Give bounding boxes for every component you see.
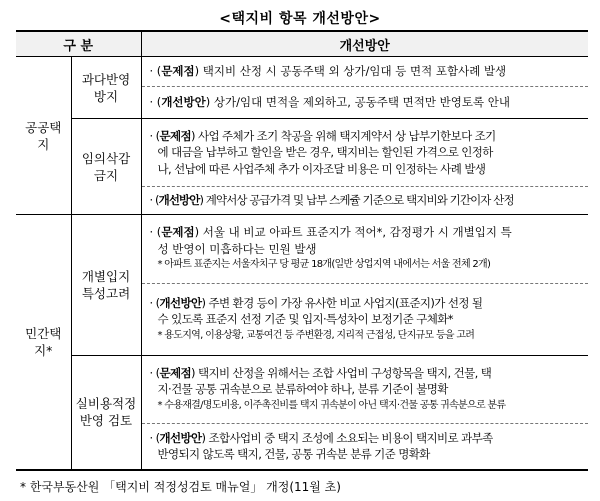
subcategory-actual-cost-review <box>71 356 141 470</box>
bullet: · ( <box>149 430 160 445</box>
problem-text: ) 서울 내 비교 아파트 표준지가 적어*, 감정평가 시 개별입지 특 <box>194 225 512 240</box>
problem-tag: 문제점 <box>161 64 195 79</box>
subcategory-arbitrary-cut-ban <box>71 119 141 215</box>
bullet: · ( <box>149 95 162 110</box>
improve-cell <box>141 284 588 356</box>
improve-text: ) 계약서상 공급가격 및 납부 스케쥴 기준으로 택지비와 기간이자 산정 <box>199 193 514 208</box>
problem-cell <box>141 119 588 187</box>
problem-text: ) 택지비 산정을 위해서는 조합 사업비 구성항목을 택지, 건물, 택 <box>191 365 492 380</box>
improve-text: ) 주변 환경 등이 가장 유사한 비교 사업지(표준지)가 선정 될 <box>201 295 483 310</box>
problem-text: 에 대금을 납부하고 할인을 받은 경우, 택지비는 할인된 가격으로 인정하 <box>157 145 493 160</box>
improve-note: * 용도지역, 이용상황, 교통여건 등 주변환경, 지리적 근접성, 단지규모 등을 고려 <box>157 329 475 341</box>
problem-text: ) 사업 주체가 조기 착공을 위해 택지계약서 상 납부기한보다 조기 <box>191 128 496 143</box>
improve-tag: 개선방안 <box>161 95 206 110</box>
improve-text: ) 상가/임대 면적을 제외하고, 공동주택 면적만 반영토록 안내 <box>205 95 510 110</box>
improve-cell <box>141 424 588 470</box>
subcategory-individual-location <box>71 215 141 356</box>
improve-tag: 개선방안 <box>159 430 202 445</box>
subcategory-line: 금지 <box>93 167 119 183</box>
improvement-table <box>16 30 588 471</box>
subcategory-line: 과다반영 <box>81 71 131 87</box>
improve-text: ) 조합사업비 중 택지 조성에 소요되는 비용이 택지비로 과부족 <box>201 430 493 445</box>
improve-cell <box>141 187 588 215</box>
problem-text: 나, 선납에 따른 사업주체 추가 이자조달 비용은 미 인정하는 사례 발생 <box>157 161 486 176</box>
improve-cell <box>141 87 588 119</box>
problem-text: 성 반영이 미흡하다는 민원 발생 <box>157 241 317 256</box>
bullet: · ( <box>149 193 159 208</box>
problem-tag: 문제점 <box>159 365 192 380</box>
problem-text: 지·건물 공통 귀속분으로 분류하여야 하나, 분류 기준이 불명확 <box>157 382 448 397</box>
problem-tag: 문제점 <box>161 225 195 240</box>
subcategory-line: 실비용적정 <box>75 396 137 412</box>
bullet: · ( <box>149 365 160 380</box>
problem-text: ) 택지비 산정 시 공동주택 외 상가/임대 등 면적 포함사례 발생 <box>194 64 507 79</box>
problem-note: * 아파트 표준지는 서울자치구 당 평균 18개(일반 상업지역 내에서는 서울 전체 2개) <box>157 259 491 271</box>
header-improvement: 개선방안 <box>141 31 588 57</box>
category-line: 민간택 <box>25 325 62 341</box>
bullet: · ( <box>149 128 160 143</box>
improve-tag: 개선방안 <box>159 295 202 310</box>
problem-cell <box>141 356 588 424</box>
category-line: 지 <box>37 136 50 152</box>
category-public-land <box>16 57 71 215</box>
bullet: · ( <box>149 64 162 79</box>
subcategory-line: 임의삭감 <box>81 150 131 166</box>
problem-cell <box>141 57 588 87</box>
problem-tag: 문제점 <box>159 128 192 143</box>
subcategory-overcount-prevention <box>71 57 141 119</box>
bullet: · ( <box>149 225 162 240</box>
page-title: <택지비 항목 개선방안> <box>219 11 381 27</box>
subcategory-line: 방지 <box>93 88 119 104</box>
improve-text: 반영되지 않도록 택지, 건물, 공통 귀속분 분류 기준 명확화 <box>157 447 430 462</box>
category-line: 공공택 <box>25 119 62 135</box>
problem-cell <box>141 215 588 284</box>
bullet: · ( <box>149 295 160 310</box>
improve-text: 수 있도록 표준지 선정 기준 및 입지·특성차이 보정기준 구체화* <box>157 312 453 327</box>
problem-note: * 수용재결/명도비용, 이주촉진비를 택지 귀속분이 아닌 택지·건물 공통 귀속분으로 분류 <box>157 399 506 411</box>
footnote: * 한국부동산원 「택지비 적정성검토 매뉴얼」 개정(11월 초) <box>20 480 341 494</box>
category-line: 지* <box>34 342 53 358</box>
header-category: 구 분 <box>16 31 141 57</box>
subcategory-line: 반영 검토 <box>79 413 133 429</box>
improve-tag: 개선방안 <box>158 193 200 208</box>
category-private-land <box>16 215 71 470</box>
subcategory-line: 특성고려 <box>81 286 131 301</box>
subcategory-line: 개별입지 <box>81 269 131 284</box>
